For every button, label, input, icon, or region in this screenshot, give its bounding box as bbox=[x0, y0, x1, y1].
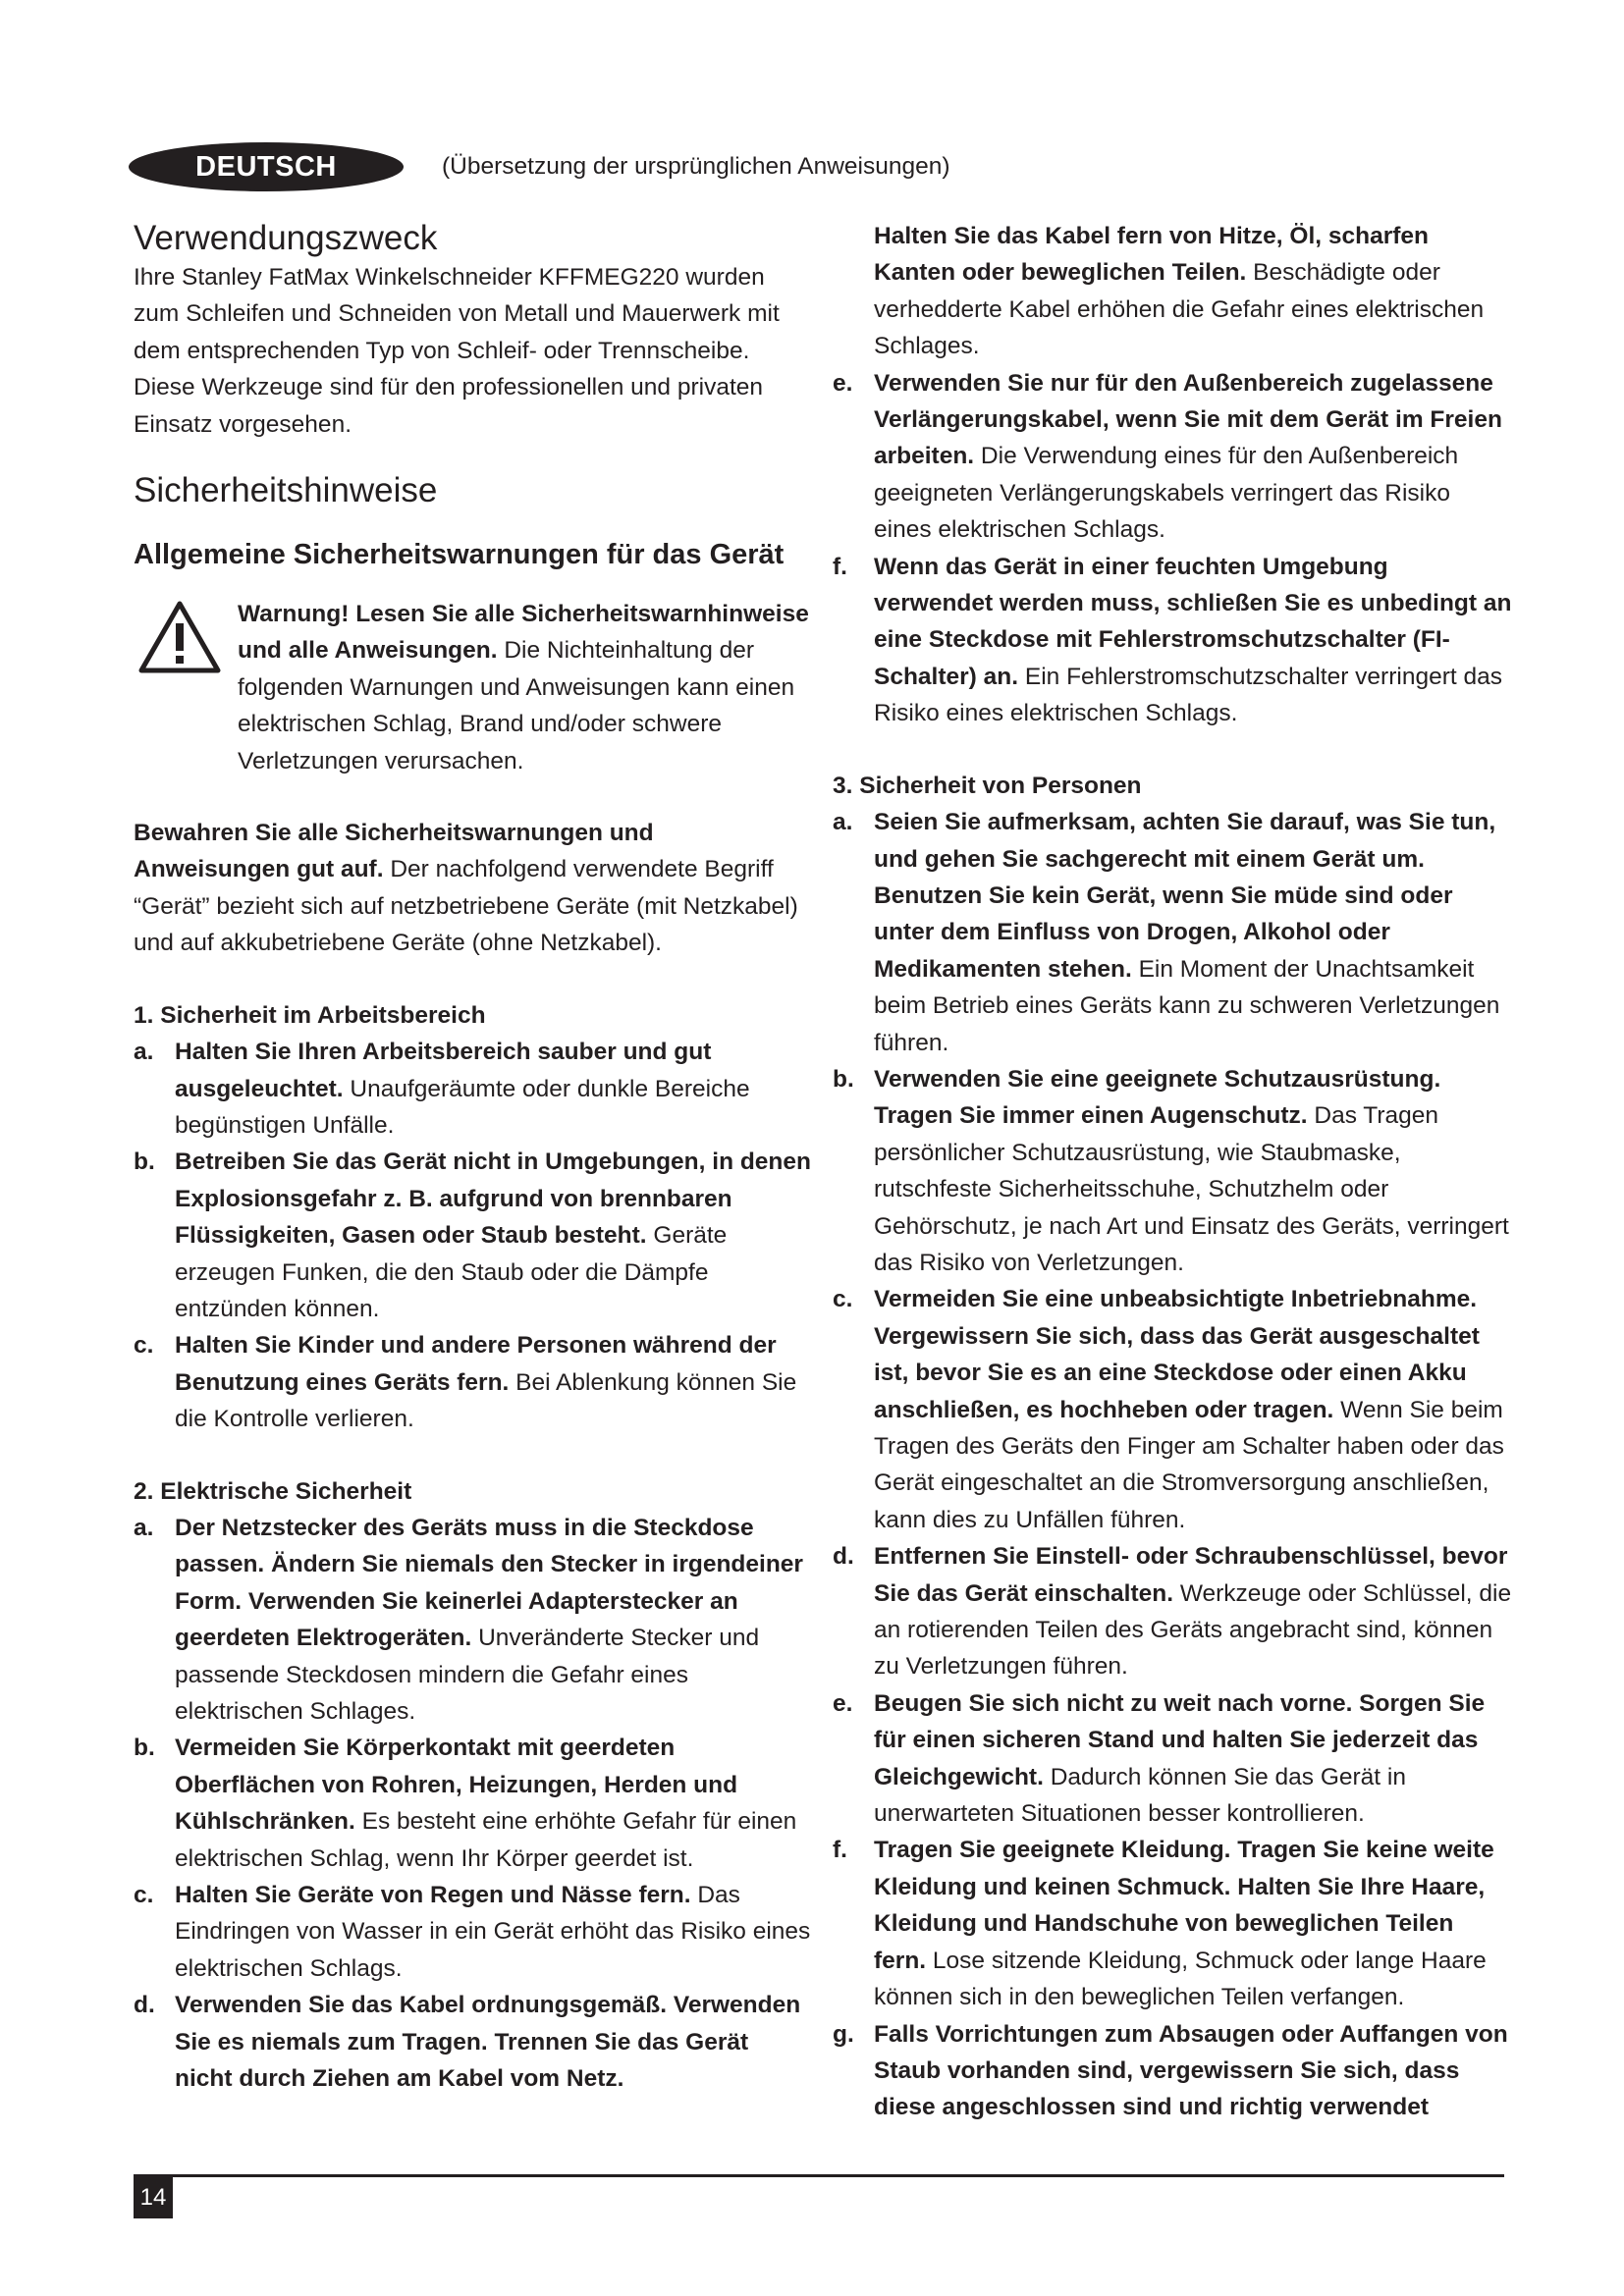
translation-note: (Übersetzung der ursprünglichen Anweisungen) bbox=[442, 153, 950, 180]
list-item: a. Seien Sie aufmerksam, achten Sie darauf, was Sie tun, und gehen Sie sachgerecht mit einem Gerät um. Benutzen Sie kein Gerät, wenn Sie müde sind oder unter dem Einfluss von Drogen, Alkohol oder Medikamenten stehen. Ein Moment der Unachtsamkeit beim Betrieb eines Geräts kann zu schweren Verletzungen führen. bbox=[833, 809, 1500, 1056]
list-item: d. Entfernen Sie Einstell- oder Schraubenschlüssel, bevor Sie das Gerät einschalten. Werkzeuge oder Schlüssel, die an rotierenden Teilen des Geräts angebracht sind, können zu Verletzungen führen. bbox=[833, 1543, 1512, 1681]
keep-instructions-bold: Bewahren Sie alle Sicherheitswarnungen und Anweisungen gut auf. bbox=[134, 820, 654, 883]
list-item: g. Falls Vorrichtungen zum Absaugen oder Auffangen von Staub vorhanden sind, vergewissern Sie sich, dass diese angeschlossen sind und richtig verwendet bbox=[833, 2020, 1508, 2121]
list-item: e. Verwenden Sie nur für den Außenbereich zugelassene Verlängerungskabel, wenn Sie mit dem Gerät im Freien arbeiten. Die Verwendung eines für den Außenbereich geeigneten Verlängerungskabels verringert das Risiko eines elektrischen Schlags. bbox=[833, 369, 1502, 544]
list-item: a. Halten Sie Ihren Arbeitsbereich sauber und gut ausgeleuchtet. Unaufgeräumte oder dunkle Bereiche begünstigen Unfälle. bbox=[134, 1039, 750, 1139]
work-area-heading: 1. Sicherheit im Arbeitsbereich bbox=[134, 1001, 486, 1029]
list-item-continued: Halten Sie das Kabel fern von Hitze, Öl, scharfen Kanten oder beweglichen Teilen. Beschädigte oder verhedderte Kabel erhöhen die Gefahr eines elektrischen Schlages. bbox=[874, 223, 1485, 360]
list-item: b. Vermeiden Sie Körperkontakt mit geerdeten Oberflächen von Rohren, Heizungen, Herden und Kühlschränken. Es besteht eine erhöhte Gefahr für einen elektrischen Schlag, wenn Ihr Körper geerdet ist. bbox=[134, 1735, 797, 1872]
warning-text: Die Nichteinhaltung der folgenden Warnungen und Anweisungen kann einen elektrischen Schlag, Brand und/oder schwere Verletzungen verursachen. bbox=[238, 637, 795, 774]
list-item: d. Verwenden Sie das Kabel ordnungsgemäß. Verwenden Sie es niemals zum Tragen. Trennen Sie das Gerät nicht durch Ziehen am Kabel vom Netz. bbox=[134, 1992, 801, 2093]
list-item: c. Vermeiden Sie eine unbeabsichtigte Inbetriebnahme. Vergewissern Sie sich, dass das Gerät ausgeschaltet ist, bevor Sie es an eine Steckdose oder einen Akku anschließen, es hochheben oder tragen. Wenn Sie beim Tragen des Geräts den Finger am Schalter haben oder das Gerät eingeschaltet an die Stromversorgung anschließen, kann dies zu Unfällen führen. bbox=[833, 1286, 1504, 1533]
intended-use-heading: Verwendungszweck bbox=[134, 219, 438, 257]
list-item: f. Tragen Sie geeignete Kleidung. Tragen Sie keine weite Kleidung und keinen Schmuck. Halten Sie Ihre Haare, Kleidung und Handschuhe von beweglichen Teilen fern. Lose sitzende Kleidung, Schmuck oder lange Haare können sich in den beweglichen Teilen verfangen. bbox=[833, 1837, 1494, 2011]
list-item: c. Halten Sie Geräte von Regen und Nässe fern. Das Eindringen von Wasser in ein Gerät erhöht das Risiko eines elektrischen Schlags. bbox=[134, 1882, 811, 1982]
warning-block bbox=[134, 596, 811, 779]
warning-bold: Warnung! Lesen Sie alle Sicherheitswarnhinweise und alle Anweisungen. bbox=[238, 601, 809, 665]
warning-triangle-icon bbox=[137, 600, 222, 674]
list-item: b. Verwenden Sie eine geeignete Schutzausrüstung. Tragen Sie immer einen Augenschutz. Das Tragen persönlicher Schutzausrüstung, wie Staubmaske, rutschfeste Sicherheitsschuhe, Schutzhelm oder Gehörschutz, je nach Art und Einsatz des Geräts, verringert das Risiko von Verletzungen. bbox=[833, 1065, 1509, 1276]
list-item: e. Beugen Sie sich nicht zu weit nach vorne. Sorgen Sie für einen sicheren Stand und halten Sie jederzeit das Gleichgewicht. Dadurch können Sie das Gerät in unerwarteten Situationen besser kontrollieren. bbox=[833, 1689, 1486, 1828]
keep-instructions-text: Der nachfolgend verwendete Begriff “Gerät” bezieht sich auf netzbetriebene Geräte (mit Netzkabel) und auf akkubetriebene Geräte (ohne Netzkabel). bbox=[134, 856, 798, 957]
intended-use-text: Ihre Stanley FatMax Winkelschneider KFFMEG220 wurden zum Schleifen und Schneiden von Metall und Mauerwerk mit dem entsprechenden Typ von Schleif- oder Trennscheibe. Diese Werkzeuge sind für den professionellen und privaten Einsatz vorgesehen. bbox=[134, 264, 780, 438]
left-column bbox=[134, 218, 811, 2097]
page-number: 14 bbox=[134, 2177, 173, 2218]
personal-safety-heading: 3. Sicherheit von Personen bbox=[833, 772, 1142, 799]
electrical-heading: 2. Elektrische Sicherheit bbox=[134, 1477, 412, 1505]
list-item: b. Betreiben Sie das Gerät nicht in Umgebungen, in denen Explosionsgefahr z. B. aufgrund von brennbaren Flüssigkeiten, Gasen oder Staub besteht. Geräte erzeugen Funken, die den Staub oder die Dämpfe entzünden können. bbox=[134, 1148, 811, 1322]
list-item: f. Wenn das Gerät in einer feuchten Umgebung verwendet werden muss, schließen Sie es unbedingt an eine Steckdose mit Fehlerstromschutzschalter (FI-Schalter) an. Ein Fehlerstromschutzschalter verringert das Risiko eines elektrischen Schlags. bbox=[833, 553, 1512, 727]
footer-divider bbox=[134, 2174, 1504, 2177]
right-column bbox=[833, 218, 1512, 2126]
list-item: c. Halten Sie Kinder und andere Personen während der Benutzung eines Geräts fern. Bei Ablenkung können Sie die Kontrolle verlieren. bbox=[134, 1332, 797, 1433]
safety-heading: Sicherheitshinweise bbox=[134, 471, 438, 510]
list-item: a. Der Netzstecker des Geräts muss in die Steckdose passen. Ändern Sie niemals den Stecker in irgendeiner Form. Verwenden Sie keinerlei Adapterstecker an geerdeten Elektrogeräten. Unveränderte Stecker und passende Steckdosen mindern die Gefahr eines elektrischen Schlages. bbox=[134, 1514, 803, 1725]
language-label: DEUTSCH bbox=[195, 151, 337, 183]
general-warnings-heading: Allgemeine Sicherheitswarnungen für das Gerät bbox=[134, 539, 785, 571]
